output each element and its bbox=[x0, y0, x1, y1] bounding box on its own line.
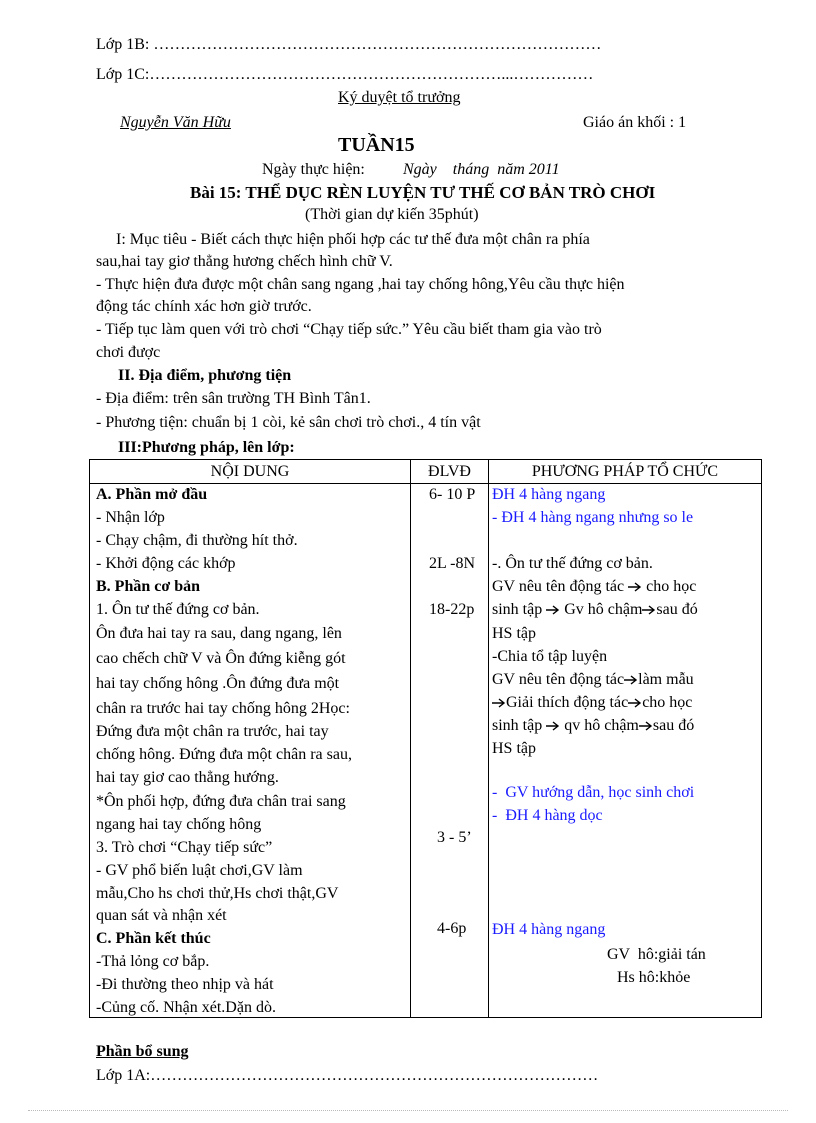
content-line: *Ôn phối hợp, đứng đưa chân trai sang bbox=[96, 793, 346, 810]
location-place: - Địa điểm: trên sân trường TH Bình Tân1. bbox=[96, 390, 371, 407]
method-text: Gv hô chậm bbox=[564, 601, 643, 618]
right-arrow-icon bbox=[642, 605, 656, 615]
lesson-plan-table bbox=[89, 459, 762, 1018]
objective-line-4: động tác chính xác hơn giờ trước. bbox=[96, 298, 312, 315]
lop-1a-line: Lớp 1A:………………………………………………………………………… bbox=[96, 1067, 599, 1084]
method-text: sau đó bbox=[652, 717, 695, 734]
ky-duyet-label: Ký duyệt tổ trưởng bbox=[338, 89, 461, 106]
table-body-row bbox=[90, 484, 762, 1018]
objective-line-6: chơi được bbox=[96, 344, 161, 361]
right-arrow-icon bbox=[546, 605, 560, 615]
right-arrow-icon bbox=[546, 721, 560, 731]
content-line: - GV phổ biến luật chơi,GV làm bbox=[96, 862, 303, 879]
dlvd-value: 2L -8N bbox=[429, 555, 476, 572]
header-noi-dung: NỘI DUNG bbox=[90, 460, 411, 484]
dlvd-value: 18-22p bbox=[429, 601, 475, 618]
page-footer-divider bbox=[28, 1110, 788, 1111]
method-line bbox=[492, 717, 694, 735]
content-line: mẫu,Cho hs chơi thử,Hs chơi thật,GV bbox=[96, 885, 339, 902]
section-a-title: A. Phần mở đầu bbox=[96, 486, 208, 503]
right-arrow-icon bbox=[628, 582, 642, 592]
giao-an-label: Giáo án khối : 1 bbox=[583, 114, 687, 131]
method-text: sau đó bbox=[656, 601, 698, 618]
method-text: sinh tập bbox=[492, 717, 543, 734]
objective-line-1: I: Mục tiêu - Biết cách thực hiện phối hợp các tư thế đưa một chân ra phía bbox=[116, 231, 590, 248]
method-line: - GV hướng dẫn, học sinh chơi bbox=[492, 784, 695, 801]
content-line: -Thả lỏng cơ bắp. bbox=[96, 953, 210, 970]
content-column bbox=[90, 484, 411, 1018]
method-line: GV hô:giải tán bbox=[607, 946, 706, 963]
lesson-title: Bài 15: THỂ DỤC RÈN LUYỆN TƯ THẾ CƠ BẢN TRÒ CHƠI bbox=[190, 183, 656, 202]
method-formation: - ĐH 4 hàng ngang nhưng so le bbox=[492, 509, 694, 526]
header-dlvd: ĐLVĐ bbox=[411, 460, 489, 484]
author-name: Nguyễn Văn Hữu bbox=[120, 114, 231, 131]
content-line: - Nhận lớp bbox=[96, 509, 165, 526]
date-value: Ngày tháng năm 2011 bbox=[403, 161, 560, 178]
method-text: GV nêu tên động tác bbox=[492, 671, 625, 688]
content-line: - Khởi động các khớp bbox=[96, 555, 236, 572]
method-text: qv hô chậm bbox=[564, 717, 639, 734]
table-header-row bbox=[90, 460, 762, 484]
dlvd-value: 4-6p bbox=[437, 920, 467, 937]
dlvd-column bbox=[411, 484, 489, 1018]
method-line: HS tập bbox=[492, 740, 536, 757]
content-line: chống hông. Đứng đưa một chân ra sau, bbox=[96, 746, 352, 763]
method-text: Giải thích động tác bbox=[506, 694, 629, 711]
week-title: TUẦN15 bbox=[338, 134, 415, 156]
header-phuong-phap: PHƯƠNG PHÁP TỔ CHỨC bbox=[489, 460, 762, 484]
objective-line-5: - Tiếp tục làm quen với trò chơi “Chạy tiếp sức.” Yêu cầu biết tham gia vào trò bbox=[96, 321, 602, 338]
method-text: làm mẫu bbox=[638, 671, 694, 688]
method-formation: ĐH 4 hàng ngang bbox=[492, 486, 606, 503]
content-line: ngang hai tay chống hông bbox=[96, 816, 262, 833]
section-c-title: C. Phần kết thúc bbox=[96, 930, 211, 947]
content-line: -Đi thường theo nhịp và hát bbox=[96, 976, 274, 993]
right-arrow-icon bbox=[492, 698, 506, 708]
content-line: quan sát và nhận xét bbox=[96, 907, 227, 924]
content-line: hai tay chống hông .Ôn đứng đưa một bbox=[96, 675, 340, 692]
content-line: Đứng đưa một chân ra trước, hai tay bbox=[96, 723, 329, 740]
date-label: Ngày thực hiện: bbox=[262, 161, 365, 178]
method-line bbox=[492, 694, 692, 712]
method-title: III:Phương pháp, lên lớp: bbox=[118, 439, 295, 456]
method-line: - ĐH 4 hàng dọc bbox=[492, 807, 603, 824]
method-text: cho học bbox=[642, 694, 693, 711]
location-title: II. Địa điểm, phương tiện bbox=[118, 367, 292, 384]
method-text: cho học bbox=[646, 578, 697, 595]
supplement-title: Phần bổ sung bbox=[96, 1043, 189, 1060]
duration-label: (Thời gian dự kiến 35phút) bbox=[305, 206, 479, 223]
right-arrow-icon bbox=[624, 675, 638, 685]
method-line: -. Ôn tư thế đứng cơ bản. bbox=[492, 555, 653, 572]
method-column bbox=[489, 484, 762, 1018]
content-line: - Chạy chậm, đi thường hít thở. bbox=[96, 532, 298, 549]
lop-1c-line: Lớp 1C:…………………………………………………………...…………… bbox=[96, 66, 594, 83]
method-line bbox=[492, 601, 698, 619]
location-tools: - Phương tiện: chuẩn bị 1 còi, kẻ sân chơi trò chơi., 4 tín vật bbox=[96, 414, 481, 431]
method-text: sinh tập bbox=[492, 601, 543, 618]
right-arrow-icon bbox=[639, 721, 653, 731]
section-b-title: B. Phần cơ bản bbox=[96, 578, 200, 595]
content-line: Ôn đưa hai tay ra sau, dang ngang, lên bbox=[96, 625, 342, 642]
content-line: -Củng cố. Nhận xét.Dặn dò. bbox=[96, 999, 276, 1016]
method-line bbox=[492, 578, 696, 596]
method-line: Hs hô:khỏe bbox=[617, 969, 691, 986]
dlvd-value: 3 - 5’ bbox=[437, 829, 472, 846]
content-line: 3. Trò chơi “Chạy tiếp sức” bbox=[96, 839, 273, 856]
method-text: GV nêu tên động tác bbox=[492, 578, 625, 595]
method-line: -Chia tổ tập luyện bbox=[492, 648, 608, 665]
method-line bbox=[492, 671, 694, 689]
method-line: HS tập bbox=[492, 625, 536, 642]
content-line: hai tay giơ cao thẳng hướng. bbox=[96, 769, 279, 786]
objective-line-3: - Thực hiện đưa được một chân sang ngang ,hai tay chống hông,Yêu cầu thực hiện bbox=[96, 276, 625, 293]
method-formation: ĐH 4 hàng ngang bbox=[492, 921, 606, 938]
content-line: 1. Ôn tư thế đứng cơ bản. bbox=[96, 601, 260, 618]
content-line: cao chếch chữ V và Ôn đứng kiễng gót bbox=[96, 650, 346, 667]
right-arrow-icon bbox=[628, 698, 642, 708]
content-line: chân ra trước hai tay chống hông 2Học: bbox=[96, 700, 350, 717]
objective-line-2: sau,hai tay giơ thẳng hương chếch hình chữ V. bbox=[96, 253, 393, 270]
dlvd-value: 6- 10 P bbox=[429, 486, 476, 503]
lop-1b-line: Lớp 1B: ………………………………………………………………………… bbox=[96, 36, 602, 53]
